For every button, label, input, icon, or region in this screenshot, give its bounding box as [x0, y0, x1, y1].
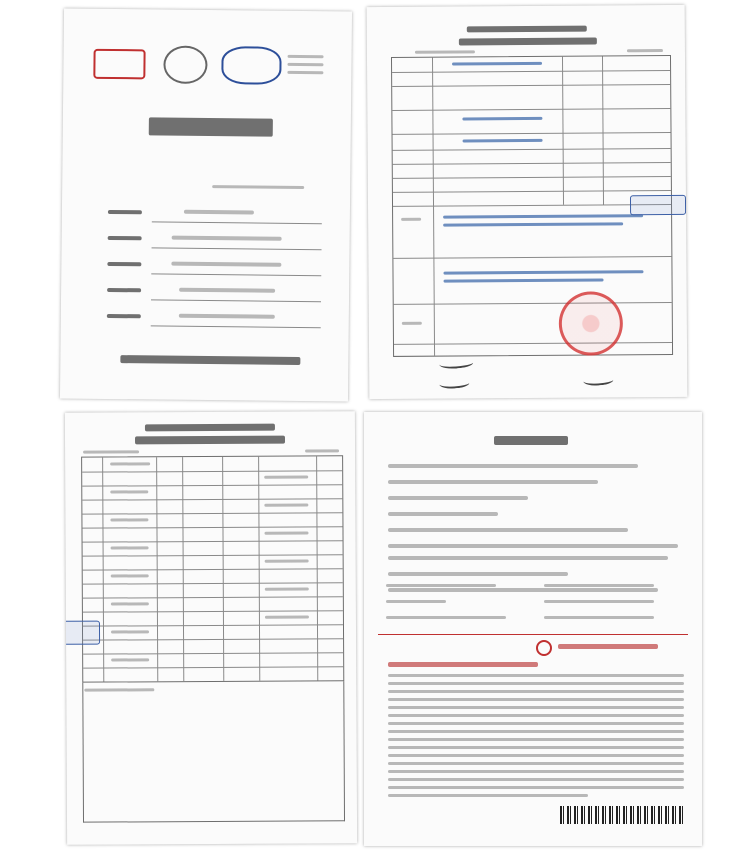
remarks-area: [82, 681, 345, 822]
intro-text: [388, 778, 684, 781]
intro-text: [388, 730, 684, 733]
logo-caption: [287, 63, 323, 66]
notice-item: [388, 480, 598, 484]
invalid-copy-stamp: [630, 195, 686, 215]
report-number: [212, 185, 304, 189]
notice-item: [388, 464, 638, 468]
signature: [439, 377, 470, 390]
institute-emblem: [536, 640, 552, 656]
intro-text: [388, 738, 684, 741]
report-number: [415, 50, 475, 53]
intro-text: [388, 770, 684, 773]
slogan: [558, 644, 658, 649]
intro-text: [388, 690, 684, 693]
field-label: [107, 262, 141, 266]
report-first-page: [367, 5, 688, 399]
cma-logo: [93, 49, 145, 80]
ilac-mra-logo: [163, 46, 207, 84]
notice-item: [388, 512, 498, 516]
official-seal: [559, 291, 623, 355]
intro-text: [388, 762, 684, 765]
intro-text: [388, 722, 684, 725]
logo-caption: [288, 55, 324, 58]
intro-text: [388, 794, 588, 797]
inspecting-unit-line: [120, 355, 300, 365]
institute-title: [467, 26, 587, 33]
intro-text: [388, 698, 684, 701]
field-value: [179, 314, 275, 319]
report-cover-page: [60, 9, 352, 402]
intro-text: [388, 746, 684, 749]
notice-item: [388, 496, 528, 500]
intro-text: [388, 682, 684, 685]
intro-text: [388, 706, 684, 709]
report-title: [459, 38, 597, 46]
field-rule: [151, 299, 321, 302]
signature: [583, 374, 614, 387]
signature: [439, 357, 474, 371]
field-rule: [152, 247, 322, 250]
section-divider: [378, 634, 688, 635]
intro-text: [388, 754, 684, 757]
report-title: [135, 436, 285, 445]
field-value: [179, 288, 275, 293]
results-table: [81, 455, 344, 682]
logo-caption: [287, 71, 323, 74]
phone-line: [544, 600, 654, 603]
intro-text: [388, 786, 684, 789]
phone-line: [544, 616, 654, 619]
intro-heading: [388, 662, 538, 667]
notice-item: [388, 528, 628, 532]
field-label: [108, 236, 142, 240]
invalid-copy-stamp: [65, 621, 100, 645]
cnas-logo: [221, 46, 281, 85]
field-value: [172, 236, 282, 241]
field-rule: [151, 273, 321, 276]
field-rule: [151, 325, 321, 328]
page-counter: [627, 49, 663, 52]
field-value: [171, 262, 281, 267]
notice-item: [388, 572, 568, 576]
notice-item: [388, 588, 658, 592]
postcode-line: [386, 600, 446, 603]
page-counter: [305, 449, 339, 452]
notice-item: [388, 544, 678, 548]
field-label: [107, 314, 141, 318]
report-title-band: [149, 117, 273, 136]
results-table-page: [65, 411, 357, 845]
website-line: [386, 616, 506, 619]
field-label: [107, 288, 141, 292]
phone-line: [544, 584, 654, 587]
intro-text: [388, 674, 684, 677]
barcode: [560, 806, 686, 824]
field-label: [108, 210, 142, 214]
field-value: [184, 210, 254, 215]
address-line: [386, 584, 496, 587]
report-number: [83, 450, 139, 453]
intro-text: [388, 714, 684, 717]
notice-page: [364, 412, 702, 846]
notice-title: [494, 436, 568, 445]
institute-title: [145, 424, 275, 432]
field-rule: [152, 221, 322, 224]
notice-item: [388, 556, 668, 560]
